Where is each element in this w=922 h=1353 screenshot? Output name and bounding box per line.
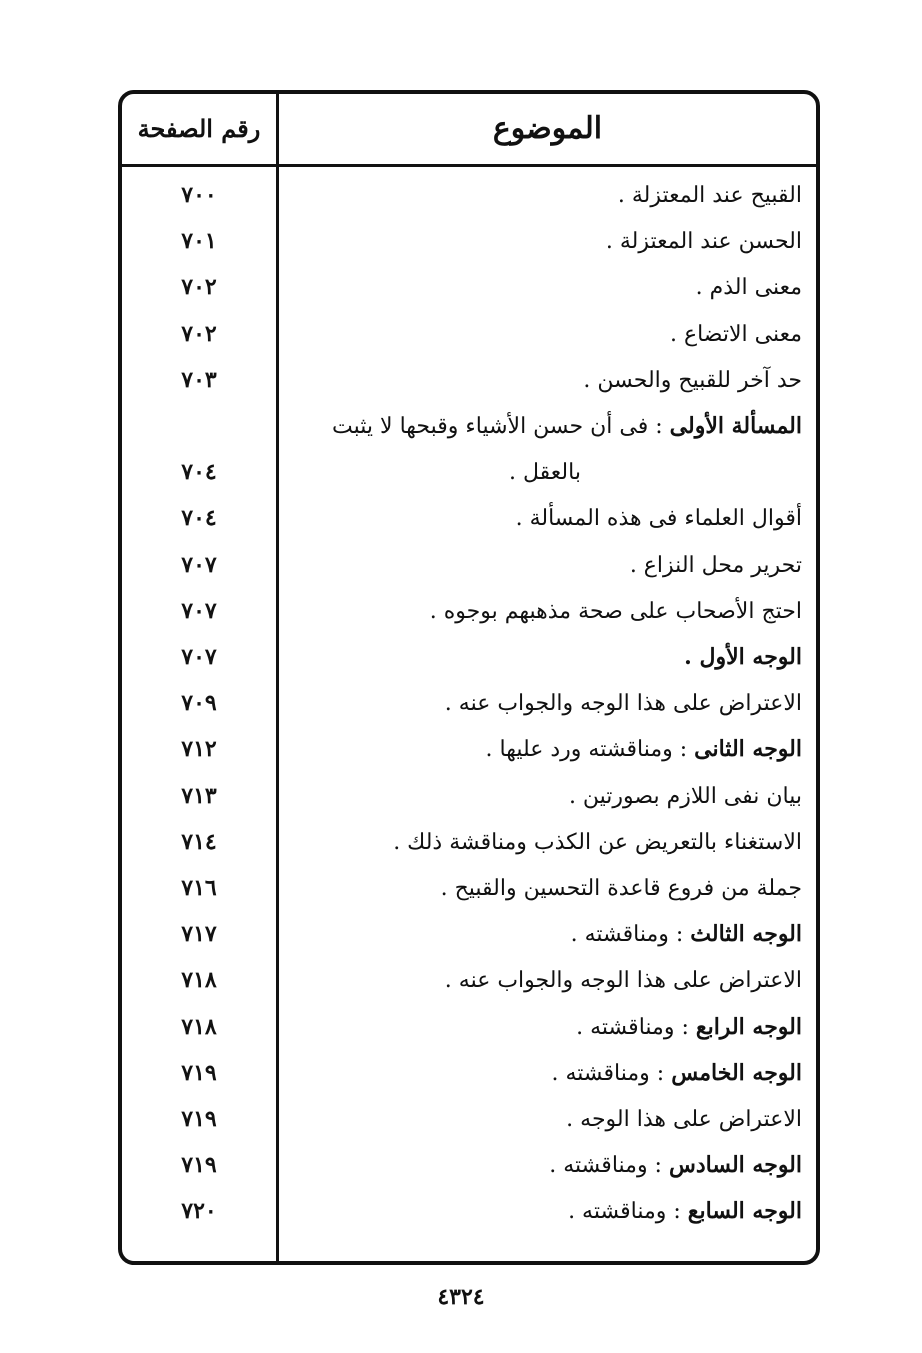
toc-entry: [122, 726, 816, 772]
toc-entry-title: [288, 819, 802, 865]
toc-entry-title: [288, 264, 802, 310]
toc-entry-title: [288, 357, 802, 403]
toc-entry-text: بالعقل .: [509, 460, 581, 486]
toc-entry-text: معنى الاتضاع .: [669, 321, 802, 347]
toc-entry-page: ٧١٨: [181, 1013, 217, 1040]
toc-entry-title: [288, 911, 802, 957]
toc-entry: [122, 218, 816, 264]
toc-entry-page: ٧٠٢: [181, 320, 217, 347]
toc-entry: [122, 773, 816, 819]
toc-entry: [122, 588, 816, 634]
toc-entry-page: ٧١٩: [181, 1152, 217, 1179]
toc-entry: [122, 357, 816, 403]
toc-entry-page: ٧١٨: [181, 967, 217, 994]
toc-entry: [122, 1050, 816, 1096]
toc-entry-text: بيان نفى اللازم بصورتين .: [568, 783, 802, 809]
subject-column-header: الموضوع: [492, 111, 603, 146]
table-header: [122, 94, 816, 167]
toc-entry: [122, 264, 816, 310]
toc-entry-text: أقوال العلماء فى هذه المسألة .: [515, 506, 802, 532]
toc-entry-title: [288, 172, 802, 218]
toc-entry: [122, 865, 816, 911]
toc-entry-page: ٧١٢: [181, 736, 217, 763]
toc-entry-lead: الوجه السابع: [687, 1198, 802, 1225]
toc-entry-title: [288, 865, 802, 911]
toc-entry-title: [288, 680, 802, 726]
toc-entry-page: ٧٠٧: [181, 551, 217, 578]
toc-entry-title: [288, 1096, 802, 1142]
toc-entry-page: [122, 403, 276, 449]
toc-entry: [122, 1096, 816, 1142]
toc-entry-page: ٧٠٧: [181, 644, 217, 670]
toc-entry-text: جملة من فروع قاعدة التحسين والقبيح .: [440, 876, 802, 901]
toc-entry: [122, 819, 816, 865]
toc-entry: [122, 634, 816, 680]
toc-entry-text: الاستغناء بالتعريض عن الكذب ومناقشة ذلك .: [393, 829, 802, 855]
toc-entry-page: ٧٠٣: [181, 366, 217, 393]
toc-entry-page: ٧١٦: [181, 875, 217, 901]
toc-entry: [122, 495, 816, 541]
toc-entry-title: [288, 957, 802, 1003]
toc-entry-text: : ومناقشته ورد عليها .: [485, 737, 695, 763]
toc-entry-text: : ومناقشته .: [576, 1014, 696, 1040]
toc-entry-text: الاعتراض على هذا الوجه والجواب عنه .: [444, 691, 802, 717]
toc-entry-title: [288, 542, 802, 588]
toc-entry-lead: الوجه الثالث: [690, 921, 802, 948]
toc-entry-text: : فى أن حسن الأشياء وقبحها لا يثبت: [332, 414, 670, 439]
toc-entry-page: ٧١٣: [181, 782, 217, 809]
toc-entry: [122, 542, 816, 588]
toc-entry-text: الاعتراض على هذا الوجه .: [566, 1107, 802, 1132]
toc-entry-page: ٧٢٠: [181, 1198, 217, 1225]
toc-entry-page: ٧١٤: [181, 828, 217, 855]
toc-entry: [122, 403, 816, 449]
toc-entry-title: [288, 634, 802, 680]
toc-entry-title: [288, 1050, 802, 1096]
toc-table: [118, 90, 820, 1265]
toc-entry: [122, 172, 816, 218]
toc-entry-page: ٧٠٩: [181, 690, 217, 717]
toc-entry: [122, 1004, 816, 1050]
toc-entry-lead: المسألة الأولى: [669, 413, 802, 439]
toc-entry-text: : ومناقشته .: [549, 1153, 669, 1179]
toc-entry-page: ٧١٩: [181, 1106, 217, 1132]
toc-entry-text: احتج الأصحاب على صحة مذهبهم بوجوه .: [429, 598, 802, 624]
toc-entry-title: [288, 449, 802, 495]
toc-entry-text: : ومناقشته .: [551, 1060, 672, 1086]
toc-entry-title: [288, 218, 802, 264]
toc-entry-title: [288, 403, 802, 449]
toc-entry-page: ٧٠٠: [181, 182, 217, 208]
toc-entry-title: [288, 1004, 802, 1050]
toc-entry-title: [288, 495, 802, 541]
toc-entry-title: [288, 311, 802, 357]
toc-entry-page: ٧١٩: [181, 1059, 217, 1086]
toc-entry-title: [288, 588, 802, 634]
toc-entry-text: تحرير محل النزاع .: [629, 552, 802, 578]
toc-entry-page: ٧٠٤: [181, 459, 217, 486]
toc-entry-lead: الوجه السادس: [668, 1152, 802, 1179]
toc-entry-text: : ومناقشته .: [570, 922, 691, 948]
toc-entry-page: ٧٠١: [181, 228, 217, 255]
toc-entry-text: معنى الذم .: [695, 275, 802, 301]
toc-entry-lead: الوجه الرابع: [695, 1013, 802, 1040]
toc-entry: [122, 911, 816, 957]
toc-entry: [122, 311, 816, 357]
toc-entry-text: الحسن عند المعتزلة .: [605, 229, 802, 255]
page-column-header: رقم الصفحة: [137, 114, 261, 143]
toc-entry-page: ٧١٧: [181, 921, 217, 948]
toc-entry: [122, 1188, 816, 1234]
toc-entry-text: الاعتراض على هذا الوجه والجواب عنه .: [444, 968, 802, 994]
toc-entry-page: ٧٠٤: [181, 505, 217, 532]
toc-entry-title: [288, 1142, 802, 1188]
toc-entry-lead: الوجه الثانى: [694, 736, 802, 763]
toc-entry-text: : ومناقشته .: [568, 1199, 688, 1225]
page-number: ٤٣٢٤: [437, 1284, 485, 1310]
toc-entry: [122, 957, 816, 1003]
toc-entry-lead: الوجه الأول .: [684, 644, 802, 670]
toc-entry: [122, 449, 816, 495]
toc-entry-text: حد آخر للقبيح والحسن .: [583, 367, 802, 393]
toc-entry: [122, 680, 816, 726]
toc-entry-title: [288, 726, 802, 772]
toc-entry-text: القبيح عند المعتزلة .: [617, 183, 802, 208]
toc-entry-title: [288, 773, 802, 819]
toc-entry-page: ٧٠٢: [181, 274, 217, 301]
toc-entry: [122, 1142, 816, 1188]
toc-entry-title: [288, 1188, 802, 1234]
toc-entry-lead: الوجه الخامس: [671, 1059, 802, 1086]
toc-entry-page: ٧٠٧: [181, 597, 217, 624]
